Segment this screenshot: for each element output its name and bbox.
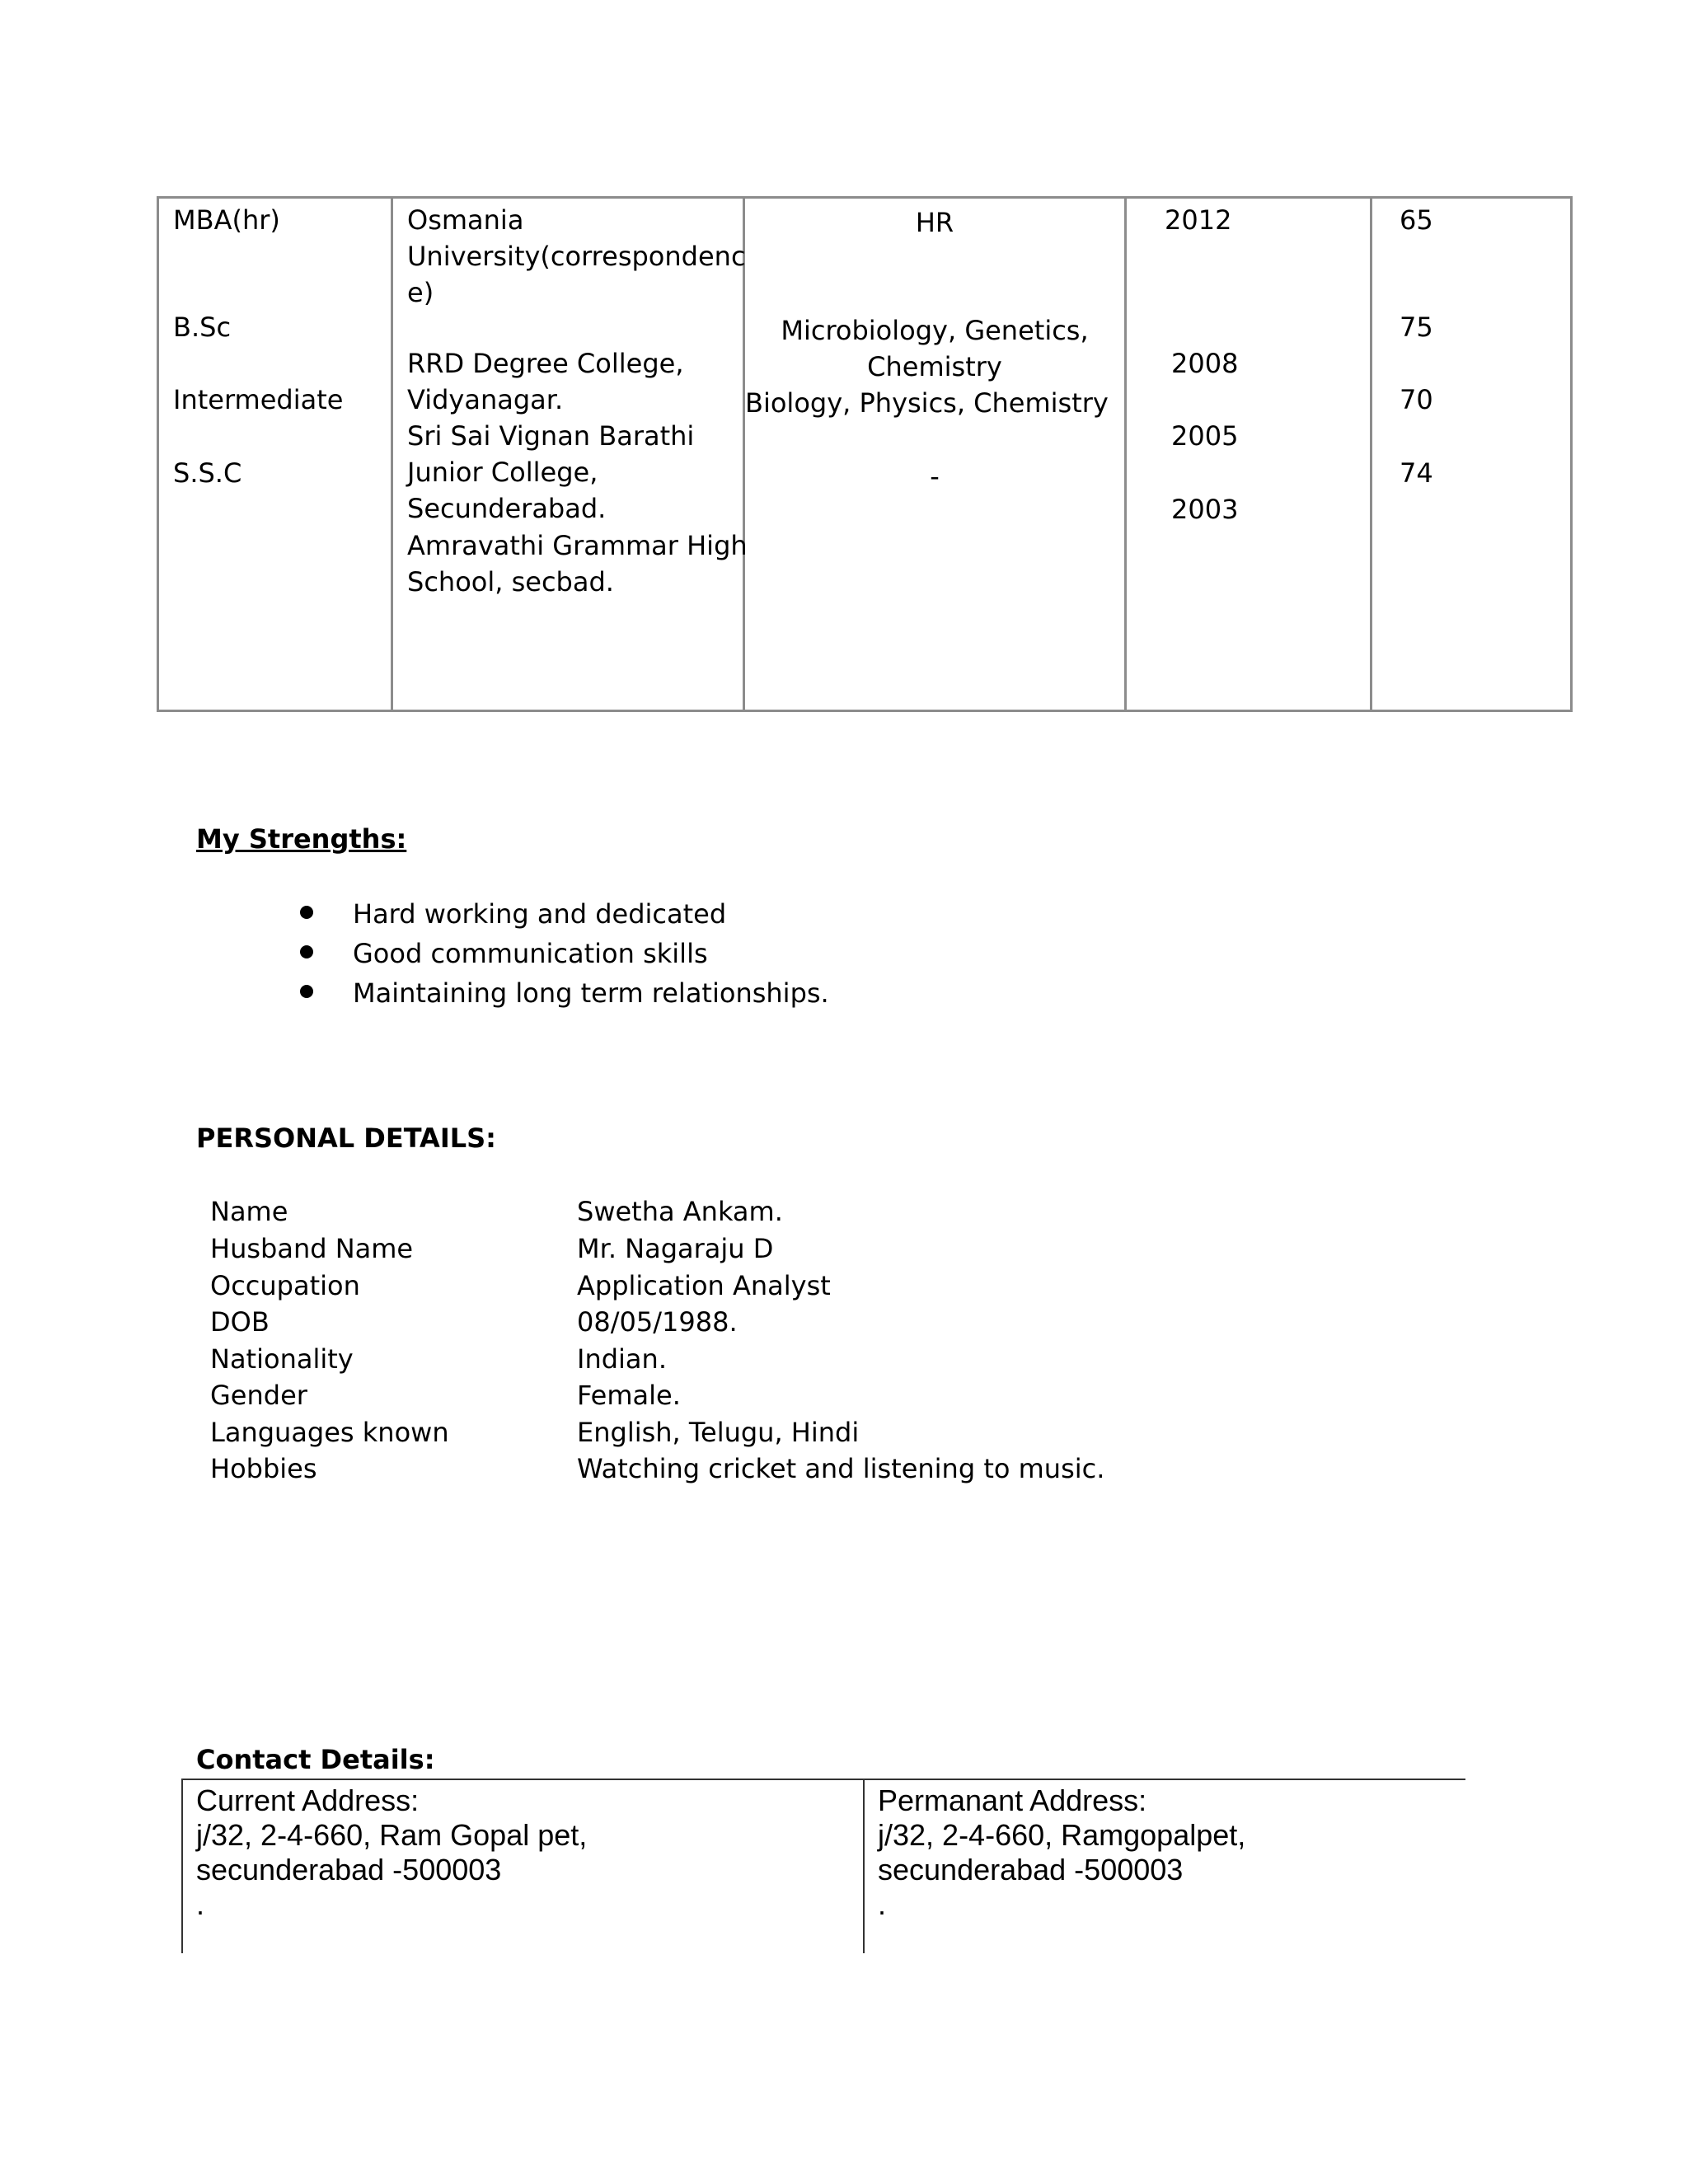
percent-bsc: 75 — [1400, 312, 1433, 343]
institution-line: Secunderabad. — [407, 493, 607, 524]
percent-mba: 65 — [1400, 204, 1433, 236]
detail-value: Mr. Nagaraju D — [577, 1233, 774, 1264]
detail-label: Name — [210, 1196, 288, 1227]
column-divider — [391, 199, 393, 710]
bullet-icon — [300, 945, 313, 958]
list-item — [297, 934, 829, 973]
detail-value: English, Telugu, Hindi — [577, 1417, 860, 1448]
institution-mba — [407, 202, 746, 311]
detail-label: Nationality — [210, 1343, 354, 1375]
institution-line: Junior College, — [407, 457, 598, 488]
subject-inter: Biology, Physics, Chemistry — [745, 387, 1109, 419]
strength-text: Hard working and dedicated — [353, 898, 727, 930]
subject-line: Chemistry — [867, 351, 1002, 382]
current-address-line: j/32, 2-4-660, Ram Gopal pet, — [196, 1818, 588, 1852]
current-address-line: secunderabad -500003 — [196, 1853, 502, 1886]
contact-table — [181, 1779, 1465, 1953]
table-border — [181, 1779, 183, 1953]
permanent-address-line: j/32, 2-4-660, Ramgopalpet, — [878, 1818, 1246, 1852]
current-address-title: Current Address: — [196, 1783, 420, 1817]
education-table — [157, 196, 1573, 712]
table-border — [181, 1779, 1465, 1780]
institution-line: Vidyanagar. — [407, 384, 564, 415]
detail-value: Watching cricket and listening to music. — [577, 1453, 1105, 1484]
strength-text: Maintaining long term relationships. — [353, 977, 829, 1009]
permanent-address — [878, 1783, 1245, 1922]
qualification-ssc: S.S.C — [173, 457, 242, 489]
institution-line: e) — [407, 277, 434, 308]
detail-label: DOB — [210, 1306, 270, 1338]
strengths-heading: My Strengths: — [196, 823, 407, 855]
detail-label: Hobbies — [210, 1453, 317, 1484]
institution-bsc — [407, 345, 683, 418]
detail-value: Indian. — [577, 1343, 667, 1375]
percent-ssc: 74 — [1400, 457, 1433, 489]
contact-details-heading: Contact Details: — [196, 1744, 435, 1775]
strength-text: Good communication skills — [353, 938, 708, 969]
detail-label: Languages known — [210, 1417, 449, 1448]
qualification-bsc: B.Sc — [173, 312, 232, 343]
subject-ssc: - — [930, 461, 940, 492]
column-divider — [863, 1779, 865, 1953]
subject-line: Microbiology, Genetics, — [781, 315, 1089, 346]
list-item — [297, 894, 829, 934]
personal-details-heading: PERSONAL DETAILS: — [196, 1122, 496, 1154]
current-address-line: . — [196, 1887, 205, 1921]
percent-inter: 70 — [1400, 384, 1433, 415]
column-divider — [1370, 199, 1372, 710]
permanent-address-title: Permanant Address: — [878, 1783, 1147, 1817]
detail-value: Application Analyst — [577, 1270, 831, 1301]
column-divider — [1124, 199, 1127, 710]
institution-line: Osmania — [407, 204, 524, 236]
institution-line: Sri Sai Vignan Barathi — [407, 420, 695, 452]
qualification-inter: Intermediate — [173, 384, 344, 415]
detail-value: Swetha Ankam. — [577, 1196, 783, 1227]
detail-value: Female. — [577, 1380, 681, 1411]
current-address — [196, 1783, 587, 1922]
qualification-mba: MBA(hr) — [173, 204, 280, 236]
institution-ssc — [407, 527, 748, 600]
institution-line: Amravathi Grammar High — [407, 530, 748, 561]
permanent-address-line: . — [878, 1887, 887, 1921]
bullet-icon — [300, 985, 313, 998]
detail-label: Gender — [210, 1380, 307, 1411]
detail-label: Occupation — [210, 1270, 360, 1301]
subject-mba: HR — [915, 207, 954, 238]
detail-label: Husband Name — [210, 1233, 414, 1264]
permanent-address-line: secunderabad -500003 — [878, 1853, 1184, 1886]
subject-bsc — [745, 312, 1124, 385]
strengths-list — [297, 894, 829, 1013]
year-bsc: 2008 — [1171, 348, 1239, 379]
list-item — [297, 973, 829, 1013]
year-mba: 2012 — [1165, 204, 1232, 236]
year-inter: 2005 — [1171, 420, 1239, 452]
detail-value: 08/05/1988. — [577, 1306, 738, 1338]
institution-line: University(correspondenc — [407, 241, 746, 272]
institution-line: RRD Degree College, — [407, 348, 684, 379]
institution-inter — [407, 418, 694, 527]
year-ssc: 2003 — [1171, 494, 1239, 525]
bullet-icon — [300, 906, 313, 919]
institution-line: School, secbad. — [407, 566, 614, 598]
